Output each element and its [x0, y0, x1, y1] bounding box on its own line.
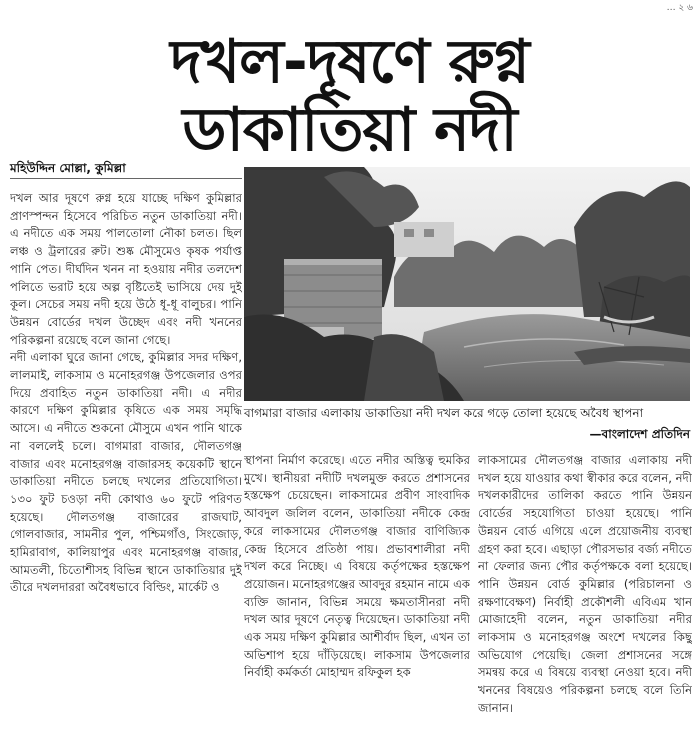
- article-paragraph: স্থাপনা নির্মাণ করেছে। এতে নদীর অস্তিত্ব হুমকির মুখে। স্থানীয়রা নদীটি দখলমুক্ত করতে প্রশাসনের হস্তক্ষেপ চেয়েছেন। লাকসামের প্রবীণ সাংবাদিক আবদুল জলিল বলেন, ডাকাতিয়া নদীকে কেন্দ্র করে লাকসামের দৌলতগঞ্জ বাজার বাণিজ্যিক কেন্দ্র হিসেবে প্রতিষ্ঠা পায়। প্রভাবশালীরা নদী দখল করে নিচ্ছে। এ বিষয়ে কর্তৃপক্ষের হস্তক্ষেপ প্রয়োজন। মনোহরগঞ্জের আবদুর রহমান নামে এক ব্যক্তি জানান, বিভিন্ন সময়ে ক্ষমতাসীনরা নদী দখল আর দূষণে নেতৃত্ব দিয়েছেন। ডাকাতিয়া নদী এক সময় দক্ষিণ কুমিল্লার আশীর্বাদ ছিল, এখন তা অভিশাপ হয়ে দাঁড়িয়েছে। লাকসাম উপজেলার নির্বাহী কর্মকর্তা মোহাম্মদ রফিকুল হক: [244, 453, 470, 680]
- byline-rule: [10, 178, 242, 179]
- article-column-2: [244, 452, 470, 747]
- article-column-3: [478, 452, 692, 747]
- headline-line-2: ডাকাতিয়া নদী: [182, 95, 517, 165]
- photo-credit: —বাংলাদেশ প্রতিদিন: [589, 427, 690, 441]
- article-paragraph: নদী এলাকা ঘুরে জানা গেছে, কুমিল্লার সদর দক্ষিণ, লালমাই, লাকসাম ও মনোহরগঞ্জ উপজেলার ওপর দিয়ে প্রবাহিত নতুন ডাকাতিয়া নদী। এ নদীর কারণে দক্ষিণ কুমিল্লার কৃষিতে এক সময় সমৃদ্ধি আসে। এ নদীতে শুকনো মৌসুমে এখন পানি থাকে না বললেই চলে। বাগমারা বাজার, দৌলতগঞ্জ বাজার এবং মনোহরগঞ্জ বাজারসহ কয়েকটি স্থানে ডাকাতিয়া নদীতে চলছে দখলের প্রতিযোগিতা। ১৩০ ফুট চওড়া নদী কোথাও ৬০ ফুটে পরিণত হয়েছে। দৌলতগঞ্জ বাজারের রাজঘাট, গোলবাজার, সামনীর পুল, পশ্চিমগাঁও, সিংজোড়, হামিরাবাগ, কালিয়াপুর এবং মনোহরগঞ্জ বাজার, আমতলী, চিতোশীসহ বিভিন্ন স্থানে ডাকাতিয়ার দুই তীরে দখলদাররা অবৈধভাবে বিল্ডিং, মার্কেট ও: [10, 350, 242, 595]
- page-corner-mark: … ২ ৬: [666, 3, 693, 13]
- headline-line-1: দখল-দূষণে রুগ্ন: [170, 27, 529, 97]
- news-photo: [244, 167, 690, 401]
- byline: মহিউদ্দিন মোল্লা, কুমিল্লা: [10, 161, 126, 175]
- river-scene-image: [244, 167, 690, 401]
- article-paragraph: লাকসামের দৌলতগঞ্জ বাজার এলাকায় নদী দখল হয়ে যাওয়ার কথা স্বীকার করে বলেন, নদী দখলকারীদের তালিকা করতে পানি উন্নয়ন বোর্ডের সহযোগিতা চাওয়া হয়েছে। পানি উন্নয়ন বোর্ড এগিয়ে এলে প্রয়োজনীয় ব্যবস্থা গ্রহণ করা হবে। এছাড়া পৌরসভার বর্জ্য নদীতে না ফেলার জন্য পৌর কর্তৃপক্ষকে বলা হয়েছে। পানি উন্নয়ন বোর্ড কুমিল্লার (পরিচালনা ও রক্ষণাবেক্ষণ) নির্বাহী প্রকৌশলী এবিএম খান মোজাহেদী বলেন, নতুন ডাকাতিয়া নদীর লাকসাম ও মনোহরগঞ্জ অংশে দখলের কিছু অভিযোগ পেয়েছি। জেলা প্রশাসনের সঙ্গে সমন্বয় করে এ বিষয়ে ব্যবস্থা নেওয়া হবে। নদী খননের বিষয়েও পরিকল্পনা চলছে বলে তিনি জানান।: [478, 453, 692, 715]
- article-paragraph: দখল আর দূষণে রুগ্ন হয়ে যাচ্ছে দক্ষিণ কুমিল্লার প্রাণস্পন্দন হিসেবে পরিচিত নতুন ডাকাতিয়া নদী। এ নদীতে এক সময় পালতোলা নৌকা চলত। ছিল লঞ্চ ও ট্রলারের রুট। শুষ্ক মৌসুমেও কৃষক পর্যাপ্ত পানি পেত। দীর্ঘদিন খনন না হওয়ায় নদীর তলদেশ পলিতে ভরাট হয়ে অল্প বৃষ্টিতেই ভাসিয়ে দেয় দুই কূল। সেচের সময় নদী হয়ে উঠে ধূ-ধূ বালুচর। পানি উন্নয়ন বোর্ডের দখল উচ্ছেদ এবং নদী খননের পরিকল্পনা রয়েছে বলে জানা গেছে।: [10, 191, 242, 347]
- article-column-1: [10, 190, 242, 747]
- photo-caption: বাগমারা বাজার এলাকায় ডাকাতিয়া নদী দখল করে গড়ে তোলা হয়েছে অবৈধ স্থাপনা: [244, 406, 644, 420]
